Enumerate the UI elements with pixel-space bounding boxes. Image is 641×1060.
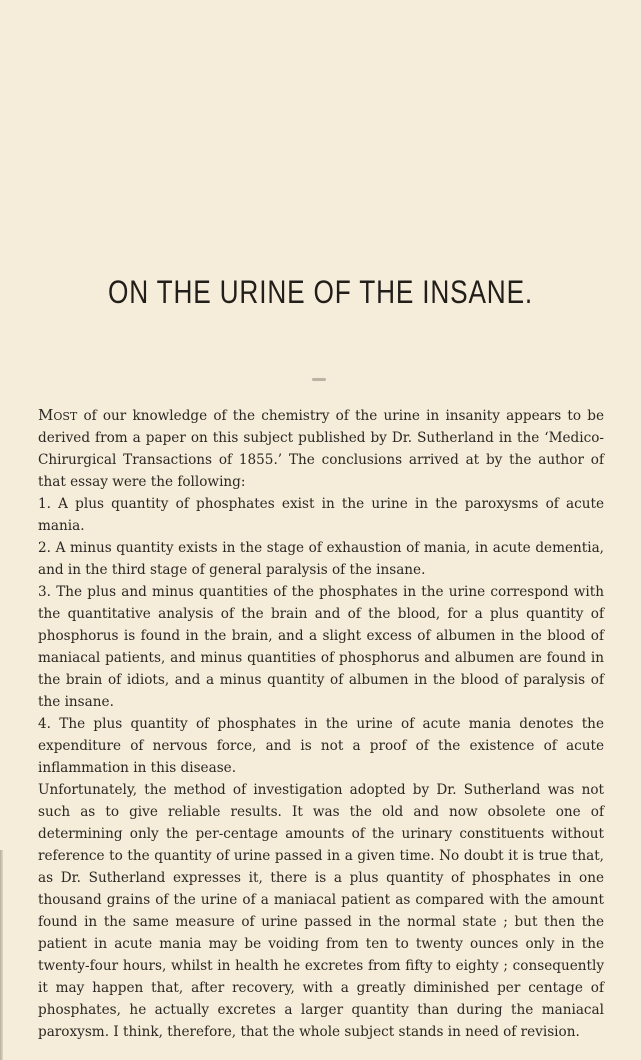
intro-lead-word: Most [38,406,78,424]
body-text [38,404,604,1043]
conclusion-2: 2. A minus quantity exists in the stage of exhaustion of mania, in acute dementia, and in the third stage of general paralysis of the insane. [38,540,604,578]
page-edge-shadow [0,850,3,1060]
title-ornament [312,378,326,381]
conclusion-1: 1. A plus quantity of phosphates exist in the urine in the paroxysms of acute mania. [38,496,604,534]
conclusion-3: 3. The plus and minus quantities of the phosphates in the urine correspond with the quantitative analysis of the brain and of the blood, for a plus quantity of phosphorus is found in the brain, and a slight excess of albumen in the blood of maniacal patients, and minus quantities of phosphorus and albumen are found in the brain of idiots, and a minus quantity of albumen in the blood of paralysis of the insane. [38,584,604,710]
conclusion-4: 4. The plus quantity of phosphates in the urine of acute mania denotes the expenditure of nervous force, and is not a proof of the existence of acute inflammation in this disease. [38,716,604,776]
intro-text: of our knowledge of the chemistry of the urine in insanity appears to be derived from a paper on this subject published by Dr. Sutherland in the ‘Medico-Chirurgical Transactions of 1855.’ The conclusions arrived at by the author of that essay were the following: [38,408,604,490]
intro-paragraph [38,404,604,493]
chapter-title: ON THE URINE OF THE INSANE. [107,274,534,310]
discussion-paragraph: Unfortunately, the method of investigation adopted by Dr. Sutherland was not such as to give reliable results. It was the old and now obsolete one of determining only the per-centage amounts of the urinary constituents without reference to the quantity of urine passed in a given time. No doubt it is true that, as Dr. Sutherland expresses it, there is a plus quantity of phosphates in one thousand grains of the urine of a maniacal patient as compared with the amount found in the same measure of urine passed in the normal state ; but then the patient in acute mania may be voiding from ten to twenty ounces only in the twenty-four hours, whilst in health he excretes from fifty to eighty ; consequently it may happen that, after recovery, with a greatly diminished per centage of phosphates, he actually excretes a larger quantity than during the maniacal paroxysm. I think, therefore, that the whole subject stands in need of revision. [38,782,604,1040]
